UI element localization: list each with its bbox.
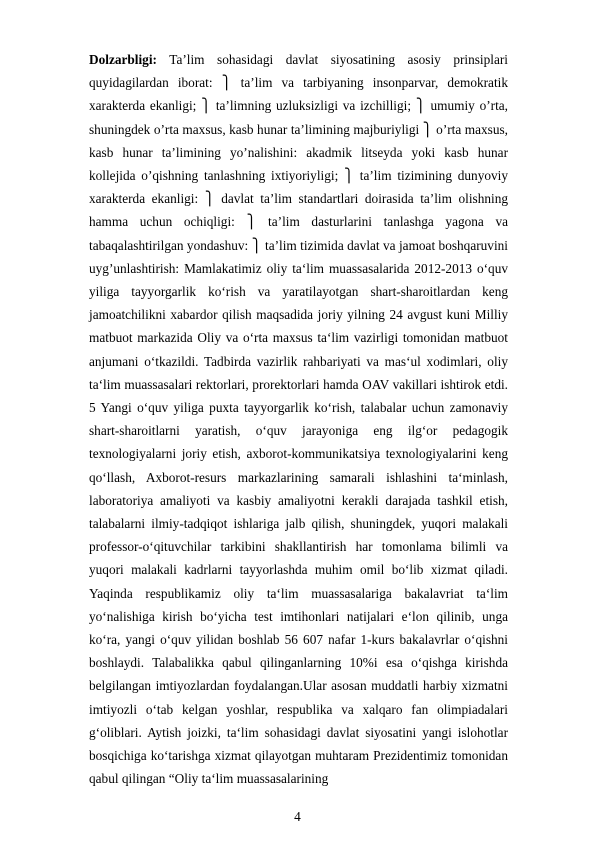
body-paragraph <box>89 48 508 791</box>
paragraph-text: Ta’lim sohasidagi davlat siyosatining asosiy prinsiplari quyidagilardan iborat: ⎫ ta’lim va tarbiyaning insonparvar, demokratik xarakterda ekanligi; ⎫ ta’limning uzluksizligi va izchilligi; ⎫ umumiy o’rta, shuningdek o’rta maxsus, kasb hunar ta’limining majburiyligi ⎫ o’rta maxsus, kasb hunar ta’limining yo’nalishini: akadmik litseyda yoki kasb hunar kollejida o’qishning tanlashning ixtiyoriyligi; ⎫ ta’lim tizimining dunyoviy xarakterda ekanligi: ⎫ davlat ta’lim standartlari doirasida ta’lim olishning hamma uchun ochiqligi: ⎫ ta’lim dasturlarini tanlashga yagona va tabaqalashtirilgan yondashuv: ⎫ ta’lim tizimida davlat va jamoat boshqaruvini uyg’unlashtirish: Mamlakatimiz oliy ta‘lim muassasalarida 2012-2013 o‘quv yiliga tayyorgarlik ko‘rish va yaratilayotgan shart-sharoitlardan keng jamoatchilikni xabardor qilish maqsadida joriy yilning 24 avgust kuni Milliy matbuot markazida Oliy va o‘rta maxsus ta‘lim vazirligi tomonidan matbuot anjumani o‘tkazildi. Tadbirda vazirlik rahbariyati va mas‘ul xodimlari, oliy ta‘lim muassasalari rektorlari, prorektorlari hamda OAV vakillari ishtirok etdi. 5 Yangi o‘quv yiliga puxta tayyorgarlik ko‘rish, talabalar uchun zamonaviy shart-sharoitlarni yaratish, o‘quv jarayoniga eng ilg‘or pedagogik texnologiyalarni joriy etish, axborot-kommunikatsiya texnologiyalarini keng qo‘llash, Axborot-resurs markazlarining samarali ishlashini ta‘minlash, laboratoriya amaliyoti va kasbiy amaliyotni kerakli darajada tashkil etish, talabalarni ilmiy-tadqiqot ishlariga jalb qilish, shuningdek, yuqori malakali professor-o‘qituvchilar tarkibini shakllantirish har tomonlama bilimli va yuqori malakali kadrlarni tayyorlashda muhim omil bo‘lib xizmat qiladi. Yaqinda respublikamiz oliy ta‘lim muassasalariga bakalavriat ta‘lim yo‘nalishiga kirish bo‘yicha test imtihonlari natijalari e‘lon qilinib, unga ko‘ra, yangi o‘quv yilidan boshlab 56 607 nafar 1-kurs bakalavrlar o‘qishni boshlaydi. Talabalikka qabul qilinganlarning 10%i esa o‘qishga kirishda belgilangan imtiyozlardan foydalangan.Ular asosan muddatli harbiy xizmatni imtiyozli o‘tab kelgan yoshlar, respublika va xalqaro fan olimpiadalari g‘oliblari. Aytish joizki, ta‘lim sohasidagi davlat siyosatini yangi islohotlar bosqichiga ko‘tarishga xizmat qilayotgan muhtaram Prezidentimiz tomonidan qabul qilingan “Oliy ta‘lim muassasalarining <box>89 52 508 787</box>
page-number: 4 <box>294 809 301 824</box>
section-heading: Dolzarbligi: <box>89 52 157 67</box>
